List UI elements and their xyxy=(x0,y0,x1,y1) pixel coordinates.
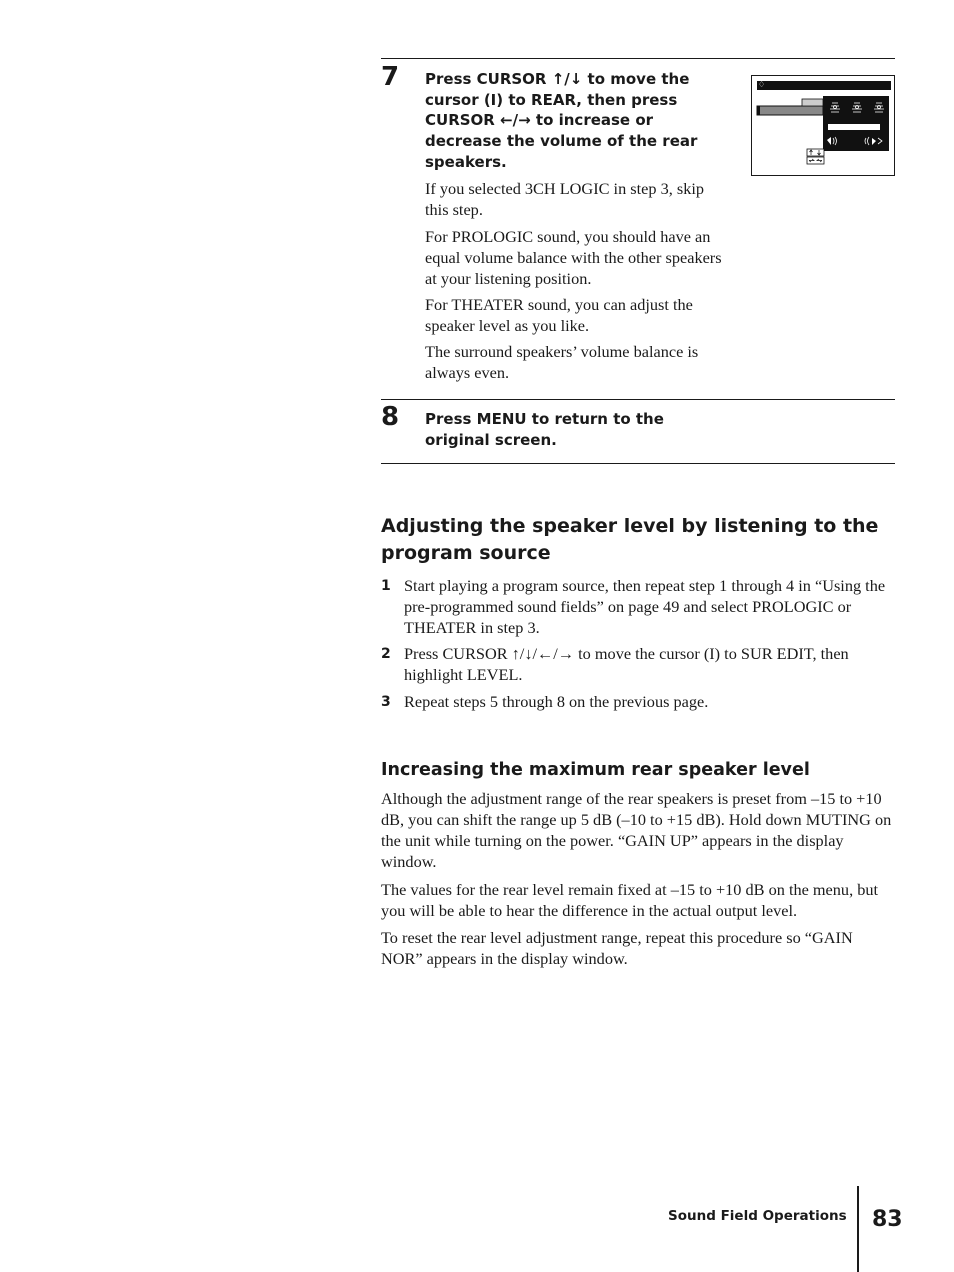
step-7-note-1: If you selected 3CH LOGIC in step 3, skip this step. xyxy=(425,179,704,219)
osd-value-bar xyxy=(828,124,880,130)
list-item-text: Repeat steps 5 through 8 on the previous page. xyxy=(404,691,709,711)
level-bar xyxy=(757,106,823,115)
level-cursor xyxy=(757,106,760,115)
list-item-text: Start playing a program source, then repeat step 1 through 4 in “Using the pre-programmed sound fields” on page 49 and select PROLOGIC or THEATER in step 3. xyxy=(404,576,886,637)
level-indicator xyxy=(802,99,823,106)
step-7-note-3: For THEATER sound, you can adjust the speaker level as you like. xyxy=(425,295,693,335)
section-2-paragraph-3: To reset the rear level adjustment range, repeat this procedure so “GAIN NOR” appears in the display window. xyxy=(381,928,853,968)
section-2-title: Increasing the maximum rear speaker level xyxy=(381,760,810,780)
section-1-steps xyxy=(381,576,895,718)
list-item-number: 3 xyxy=(381,693,391,710)
list-item xyxy=(381,644,895,686)
section-2-paragraph-2: The values for the rear level remain fixed at –15 to +10 dB on the menu, but you will be able to hear the difference in the actual output level. xyxy=(381,880,879,920)
section-2-paragraph-1: Although the adjustment range of the rear speakers is preset from –15 to +10 dB, you can shift the range up 5 dB (–10 to +15 dB). Hold down MUTING on the unit while turning on the power. “GAIN UP” appears in the display window. xyxy=(381,789,892,871)
step-7-note-4: The surround speakers’ volume balance is always even. xyxy=(425,342,699,382)
step-8-top-rule xyxy=(381,399,895,400)
top-rule xyxy=(381,58,895,59)
step-8-heading: Press MENU to return to the original screen. xyxy=(425,410,664,449)
list-item-number: 1 xyxy=(381,578,391,594)
list-item xyxy=(381,576,895,639)
list-item xyxy=(381,692,895,713)
list-item-text: Press CURSOR ↑/↓/←/→ to move the cursor (I) to SUR EDIT, then highlight LEVEL. xyxy=(404,644,849,685)
step-7-heading: Press CURSOR ↑/↓ to move the cursor (I) to REAR, then press CURSOR ←/→ to increase or decrease the volume of the rear speakers. xyxy=(425,70,698,171)
section-1-title: Adjusting the speaker level by listening to the program source xyxy=(381,515,879,564)
on-screen-menu-illustration xyxy=(751,75,895,176)
arrows-vertical-icon xyxy=(807,149,824,156)
footer-section-label: Sound Field Operations xyxy=(668,1208,847,1224)
page-number: 83 xyxy=(872,1207,903,1232)
footer-divider xyxy=(857,1186,859,1272)
step-8-bottom-rule xyxy=(381,463,895,464)
speaker-menu-icon: ♢ xyxy=(758,80,766,89)
step-7-note-2: For PROLOGIC sound, you should have an equal volume balance with the other speakers at your listening position. xyxy=(425,227,722,288)
step-7-number: 7 xyxy=(381,62,400,92)
osd-menu-graphic xyxy=(752,76,893,174)
list-item-number: 2 xyxy=(381,646,391,663)
step-8-number: 8 xyxy=(381,402,400,432)
